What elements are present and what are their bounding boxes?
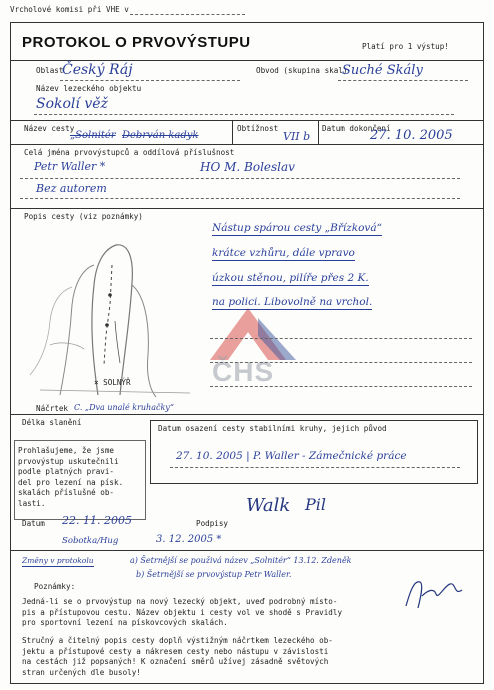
declaration-line: lasti. — [18, 498, 46, 508]
district-underline — [338, 80, 468, 81]
divider — [318, 120, 319, 144]
area-value: Český Ráj — [62, 62, 133, 78]
difficulty-label: Obtížnost — [237, 124, 279, 133]
sketch-label: Náčrtek — [36, 404, 69, 413]
description-line: Nástup spárou cesty „Břízková“ — [212, 222, 382, 234]
completed-label: Datum dokončení — [322, 124, 391, 133]
climbers-line1: Petr Waller * — [34, 160, 106, 173]
description-line: na polici. Libovolně na vrchol. — [212, 296, 373, 308]
date-label: Datum — [22, 519, 45, 528]
declaration-line: Prohlašujeme, že jsme — [18, 446, 115, 455]
changes-line: b) Šetrnější se prvovýstup Petr Waller. — [136, 570, 292, 579]
divider — [10, 550, 483, 551]
committee-underline — [130, 14, 245, 15]
divider — [232, 120, 233, 144]
declaration-line: del pro lezení na písk. — [18, 477, 124, 487]
route-value-struck: „Solnitér — [70, 130, 116, 141]
sketch-note: C. „Dva unalé kruhačky“ — [74, 403, 174, 412]
declaration-line: prvovýstup uskutečnili — [18, 456, 119, 466]
completed-value: 27. 10. 2005 — [370, 128, 453, 143]
notes-line: na cestách již popsaných! K označení směrů užívej zásadně světových — [22, 657, 329, 667]
climbers-line2: Bez autorem — [36, 182, 107, 195]
notes-line: pro sportovní lezení na pískovcových skalách. — [22, 618, 228, 628]
notes-label: Poznámky: — [34, 582, 76, 591]
signature: Walk — [246, 495, 291, 516]
place-value: Sobotka/Hug — [62, 536, 119, 546]
divider — [10, 208, 483, 209]
notes-line: jektu a přístupové cesty a nákresem cesty nebo nástupu v závislosti — [22, 646, 329, 656]
description-rule — [210, 386, 472, 387]
description-line: úzkou stěnou, pilíře přes 2 K. — [212, 272, 369, 284]
sketch-marker: × SOLNÝŘ — [94, 378, 131, 387]
notes-paragraph — [22, 636, 333, 678]
committee-line: Vrcholové komisi při VHE v — [10, 5, 129, 14]
notes-line: pis a přístupovou cestu. Název objektu i cesty vol ve shodě s Pravidly — [22, 607, 343, 617]
divider — [10, 120, 483, 121]
signatures-label: Podpisy — [196, 519, 229, 528]
bolts-value: 27. 10. 2005 | P. Waller - Zámečnické práce — [176, 450, 407, 462]
divider — [10, 60, 483, 61]
form-title: PROTOKOL O PRVOVÝSTUPU — [22, 34, 251, 51]
route-value: Debrván kadyk — [122, 130, 199, 141]
object-underline — [34, 114, 454, 115]
chs-logo-text: ČHS — [212, 356, 275, 387]
changes-line: a) Šetrnější se použivá název „Solnitér“ 13.12. Zdeněk — [130, 556, 352, 565]
object-value: Sokolí věž — [36, 96, 108, 112]
notes-line: Jedná-li se o prvovýstup na nový lezecký objekt, uveď podrobný místo- — [22, 597, 338, 606]
date-value: 22. 11. 2005 — [62, 514, 132, 527]
climbers-label: Celá jména prvovýstupců a oddílová příslušnost — [24, 148, 235, 157]
changes-label: Změny v protokolu — [22, 556, 94, 565]
description-line: krátce vzhůru, dále vpravo — [212, 247, 355, 259]
description-rule — [210, 362, 472, 363]
signature: Pil — [305, 495, 326, 514]
place-date: 3. 12. 2005 * — [156, 534, 222, 545]
district-value: Suché Skály — [342, 63, 423, 78]
description-label: Popis cesty (viz poznámky) — [24, 212, 143, 221]
declaration-line: skalách příslušné ob- — [18, 488, 115, 497]
climbers-line1b: HO M. Boleslav — [200, 160, 295, 174]
declaration-text — [18, 446, 123, 509]
notes-paragraph — [22, 597, 342, 629]
route-label: Název cesty — [24, 124, 75, 133]
declaration-line: podle platných pravi- — [18, 467, 115, 476]
description-rule — [210, 338, 472, 339]
object-label: Název lezeckého objektu — [36, 84, 142, 93]
rappel-label: Délka slanění — [22, 418, 82, 427]
changes-signature — [398, 572, 468, 612]
area-underline — [60, 80, 240, 81]
bolts-underline — [170, 467, 460, 468]
difficulty-value: VII b — [283, 130, 311, 143]
notes-line: Stručný a čitelný popis cesty doplň výstižným náčrtkem lezeckého ob- — [22, 636, 333, 645]
notes-line: stran určených dle busoly! — [22, 667, 141, 677]
bolts-label: Datum osazení cesty stabilními kruhy, jejich původ — [158, 424, 387, 433]
district-label: Obvod (skupina skal) — [256, 66, 348, 75]
climbers-underline — [20, 178, 460, 179]
area-label: Oblast — [36, 66, 64, 75]
divider — [10, 414, 483, 415]
valid-for-note: Platí pro 1 výstup! — [362, 42, 449, 51]
divider — [10, 144, 483, 145]
climbers-underline — [20, 198, 460, 199]
